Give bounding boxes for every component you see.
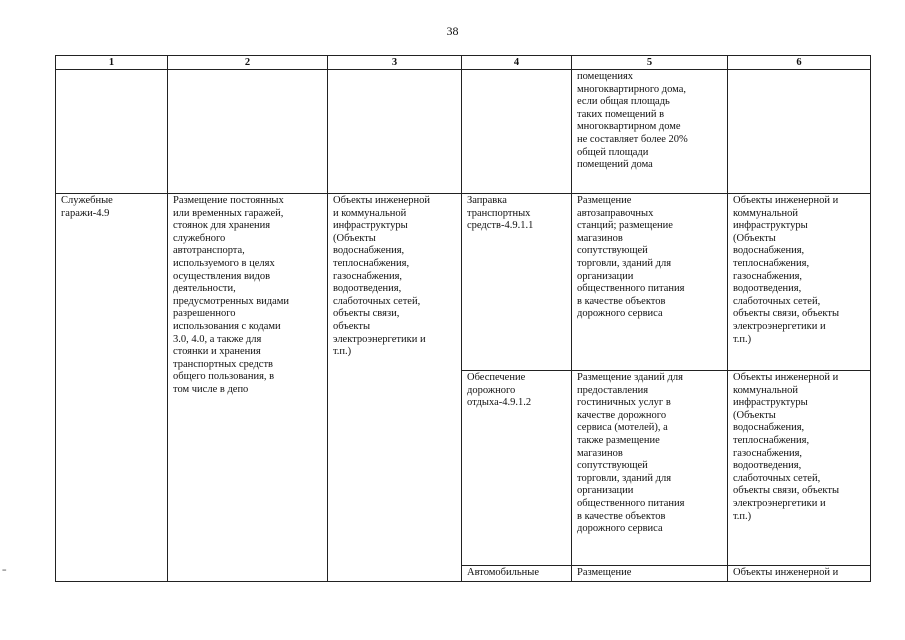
cell-text: Размещение зданий для предоставления гостиничных услуг в качестве дорожного сервиса (мотелей), а также размещение магазинов сопутствующей торговли, зданий для организации общественного питания в качестве объектов дорожного сервиса <box>577 372 685 535</box>
table-row <box>56 194 871 371</box>
column-header: 3 <box>328 56 462 70</box>
table-cell <box>328 70 462 194</box>
cell-text: Объекты инженерной и коммунальной инфраструктуры (Объекты водоснабжения, теплоснабжения, газоснабжения, водоотведения, слаботочных сетей, объекты связи, объекты электроэнергетики и т.п.) <box>733 195 840 345</box>
table-cell <box>462 566 572 582</box>
table-cell <box>462 371 572 566</box>
cell-text: Заправка транспортных средств-4.9.1.1 <box>467 195 534 232</box>
table-cell <box>728 371 871 566</box>
cell-text: Объекты инженерной и коммунальной инфраструктуры (Объекты водоснабжения, теплоснабжения, газоснабжения, водоотведения, слаботочных сетей, объекты связи, объекты электроэнергетики и т.п.) <box>733 372 840 522</box>
cell-text: Обеспечение дорожного отдыха-4.9.1.2 <box>467 372 532 409</box>
column-header: 4 <box>462 56 572 70</box>
cell-text: Автомобильные <box>467 567 539 578</box>
cell-text: Объекты инженерной и коммунальной инфраструктуры (Объекты водоснабжения, теплоснабжения, газоснабжения, водоотведения, слаботочных сетей, объекты связи, объекты электроэнергетики и т.п.) <box>333 195 431 358</box>
table-cell <box>572 194 728 371</box>
table-cell <box>728 194 871 371</box>
table-header-row <box>56 56 871 70</box>
table-cell <box>168 194 328 582</box>
column-header: 6 <box>728 56 871 70</box>
cell-text: помещениях многоквартирного дома, если общая площадь таких помещений в многоквартирном доме не составляет более 20% общей площади помещений дома <box>577 71 688 171</box>
table-cell <box>462 194 572 371</box>
table-cell <box>56 70 168 194</box>
table-cell <box>572 566 728 582</box>
zoning-table <box>55 55 871 582</box>
table-cell <box>572 371 728 566</box>
cell-text: Размещение автозаправочных станций; размещение магазинов сопутствующей торговли, зданий для организации общественного питания в качестве объектов дорожного сервиса <box>577 195 685 320</box>
cell-text: Объекты инженерной и <box>733 567 839 578</box>
edge-mark: = <box>2 566 7 575</box>
column-header: 5 <box>572 56 728 70</box>
table-cell <box>462 70 572 194</box>
column-header: 2 <box>168 56 328 70</box>
table-cell <box>168 70 328 194</box>
table-cell <box>728 566 871 582</box>
table-cell <box>728 70 871 194</box>
table-row <box>56 70 871 194</box>
cell-text: Служебные гаражи-4.9 <box>61 195 113 219</box>
table-cell <box>328 194 462 582</box>
table-cell <box>572 70 728 194</box>
cell-text: Размещение <box>577 567 632 578</box>
cell-text: Размещение постоянных или временных гаражей, стоянок для хранения служебного автотранспорта, используемого в целях осуществления видов деятельности, предусмотренных видами разрешенного использования с кодами 3.0, 4.0, а также для стоянки и хранения транспортных средств общего пользования, в том числе в депо <box>173 195 290 395</box>
page-number: 38 <box>446 24 459 38</box>
column-header: 1 <box>56 56 168 70</box>
table-cell <box>56 194 168 582</box>
